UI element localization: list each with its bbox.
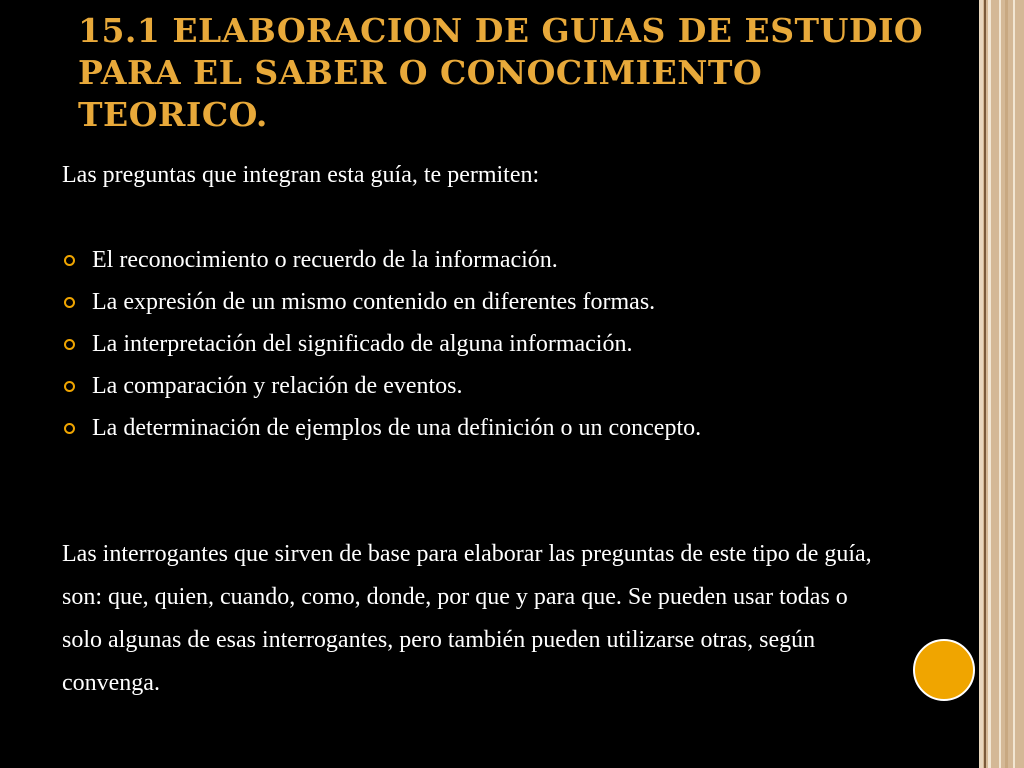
decorative-border <box>979 0 1024 768</box>
bullet-item <box>62 327 922 361</box>
intro-text: Las preguntas que integran esta guía, te permiten: <box>62 162 540 188</box>
bullet-text: La interpretación del significado de alguna información. <box>92 331 633 357</box>
bullet-item <box>62 285 922 319</box>
bullet-text: La comparación y relación de eventos. <box>92 373 463 399</box>
bullet-list <box>62 243 922 453</box>
bullet-icon <box>64 423 75 434</box>
bullet-item <box>62 411 922 445</box>
bullet-icon <box>64 297 75 308</box>
slide-title: 15.1 ELABORACION DE GUIAS DE ESTUDIO PARA EL SABER O CONOCIMIENTO TEORICO. <box>78 11 924 134</box>
bullet-text: La expresión de un mismo contenido en diferentes formas. <box>92 289 656 315</box>
bullet-text: La determinación de ejemplos de una definición o un concepto. <box>92 415 702 441</box>
bullet-icon <box>64 255 75 266</box>
bullet-icon <box>64 339 75 350</box>
orange-circle-decoration <box>913 639 975 701</box>
bullet-item <box>62 243 922 277</box>
bullet-icon <box>64 381 75 392</box>
bullet-item <box>62 369 922 403</box>
bullet-text: El reconocimiento o recuerdo de la información. <box>92 247 558 273</box>
closing-paragraph: Las interrogantes que sirven de base para elaborar las preguntas de este tipo de guía, son: que, quien, cuando, como, donde, por que y para que. Se pueden usar todas o solo algunas de esas interrogantes, pero también pueden utilizarse otras, según convenga. <box>62 541 872 696</box>
